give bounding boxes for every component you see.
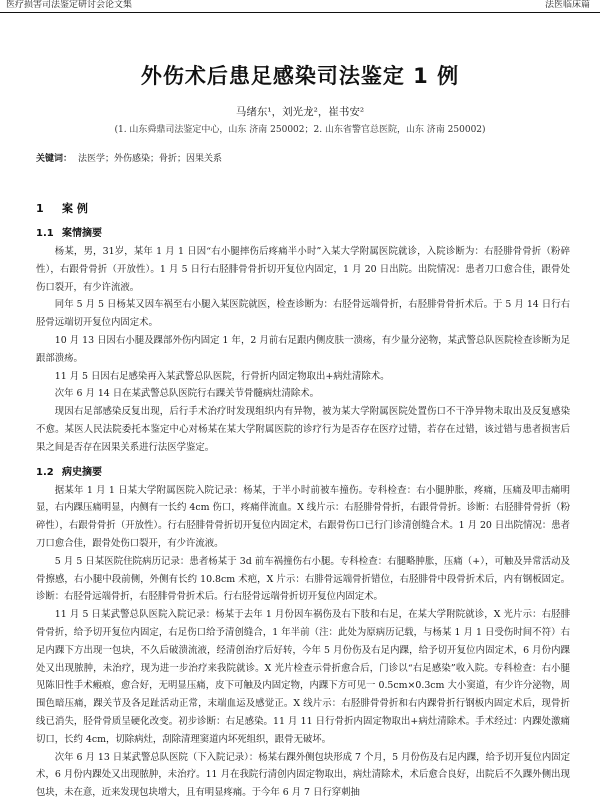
section-name: 法医临床篇 — [544, 0, 590, 10]
section-number: 1 — [36, 202, 44, 215]
subsection-title: 病史摘要 — [62, 466, 102, 478]
section-heading-case — [36, 200, 570, 216]
running-header — [0, 0, 600, 13]
paragraph: 据某年 1 月 1 日某大学附属医院入院记录：杨某，于半小时前被车撞伤。专科检查：右小腿肿胀，疼痛，压痛及叩击痛明显，右内踝压痛明显，内侧有一长约 4cm 伤口，疼痛伴流血。X 线片示：右胫腓骨骨折，右跟骨骨折。诊断：右胫腓骨骨折（粉碎性），右跟骨骨折（开放性）。行右胫腓骨骨折切开复位内固定术，右跟骨伤口已行门诊清创缝合术。1 月 20 日出院情况：患者刀口愈合佳，跟骨处伤口裂开，有少许流液。 — [36, 484, 570, 549]
subsection-number: 1.1 — [36, 228, 54, 239]
article-authors: 马绪东¹，刘光龙²，崔书安² — [235, 106, 365, 118]
subsection-title: 案情摘要 — [62, 228, 102, 239]
paragraph: 次年 6 月 14 日在某武警总队医院行右踝关节骨髓病灶清除术。 — [54, 388, 319, 400]
subsection-heading-medical-history — [36, 463, 570, 478]
subsection-heading-case-summary — [36, 224, 570, 239]
paragraph: 次年 6 月 13 日某武警总队医院（下入院记录）：杨某右踝外侧包块形成 7 个月，5 月份伤及右足内踝，给予切开复位内固定术，6 月份内踝处又出现脓肿，未治疗。11 月在我院行清创内固定物取出，病灶清除术，术后愈合良好，出院后不久踝外侧出现包块，未在意，近来发现包块增大，且有明显疼痛。于今年 6 月 7 日行穿刺抽 — [36, 751, 570, 799]
journal-name: 医疗损害司法鉴定研讨会论文集 — [6, 0, 133, 10]
article-body — [36, 200, 570, 802]
paragraph: 同年 5 月 5 日杨某又因车祸至右小腿入某医院就医，检查诊断为：右胫骨远端骨折，右胫腓骨骨折术后。于 5 月 14 日行右胫骨远端切开复位内固定术。 — [36, 299, 570, 329]
keywords-label: 关键词： — [36, 154, 73, 164]
article-title: 外伤术后患足感染司法鉴定 1 例 — [140, 64, 460, 88]
author-affiliations: (1. 山东舜鼎司法鉴定中心，山东 济南 250002；2. 山东省警官总医院，山东 济南 250002) — [114, 125, 486, 135]
paragraph: 10 月 13 日因右小腿及踝部外伤内固定 1 年，2 月前右足跟内侧皮肤一溃疡，有少量分泌物，某武警总队医院检查诊断为足跟部溃疡。 — [36, 334, 570, 364]
paragraph: 11 月 5 日某武警总队医院入院记录：杨某于去年 1 月份因车祸伤及右下肢和右足，在某大学附院就诊，X 光片示：右胫腓骨骨折，给予切开复位内固定，右足伤口给予清创缝合，1 年半前（注：此处为原病历记载，与杨某 1 月 1 日受伤时间不符）右足内踝下方出现一包块，不久后破溃流液，经清创治疗后好转，今年 5 月份伤及右足内踝，给予切开复位内固定术，6 月份内踝处又出现脓肿，未治疗，现为进一步治疗来我院就诊。X 光片检查示骨折愈合后，门诊以“右足感染”收入院。专科检查：右小腿见陈旧性手术瘢痕，愈合好，无明显压痛，皮下可触及内固定物，内踝下方可见一 0.5cm×0.3cm 大小窦道，有少许分泌物，周围色暗压痛，踝关节及各足趾活动正常，末端血运及感觉正。X 线片示：右胫腓骨骨折和右内踝骨折行钢板内固定术后，现骨折线已消失，胫骨骨质呈硬化改变。初步诊断：右足感染。11 月 11 日行骨折内固定物取出+病灶清除术。手术经过：内踝处激痛切口，长约 4cm，切除病灶，刮除清理窦道内坏死组织，跟骨无破坏。 — [36, 609, 570, 745]
paragraph: 11 月 5 日因右足感染再入某武警总队医院，行骨折内固定物取出+病灶清除术。 — [54, 370, 390, 382]
paragraph: 5 月 5 日某医院住院病历记录：患者杨某于 3d 前车祸撞伤右小腿。专科检查：右腿略肿胀，压痛（+），可触及异常活动及骨擦感，右小腿中段前侧，外侧有长约 10.8cm 术疤，X 片示：右腓骨远端骨折错位，右胫腓骨中段骨折术后，内有钢板固定。诊断：右胫骨远端骨折，右胫腓骨骨折术后。行右胫骨远端骨折切开复位内固定术。 — [36, 555, 570, 603]
keywords-line — [36, 151, 576, 164]
subsection-number: 1.2 — [36, 466, 54, 478]
paragraph: 现因右足部感染反复出现，后行手术治疗时发现组织内有异物，被为某大学附属医院处置伤口不干净异物未取出及反复感染不愈。某医人民法院委托本鉴定中心对杨某在某大学附属医院的诊疗行为是否存在医疗过错，若存在过错，该过错与患者损害后果之间是否存在因果关系进行法医学鉴定。 — [36, 406, 570, 453]
paragraph: 杨某，男，31岁，某年 1 月 1 日因“右小腿摔伤后疼痛半小时”入某大学附属医院就诊，入院诊断为：右胫腓骨骨折（粉碎性），右跟骨骨折（开放性）。1 月 5 日行右胫腓骨骨折切开复位内固定，1 月 20 日出院。出院情况：患者刀口愈合佳，跟骨处伤口裂开，有少许流液。 — [36, 246, 570, 293]
keywords-text: 法医学；外伤感染；骨折；因果关系 — [78, 154, 223, 164]
section-title: 案 例 — [62, 202, 88, 215]
